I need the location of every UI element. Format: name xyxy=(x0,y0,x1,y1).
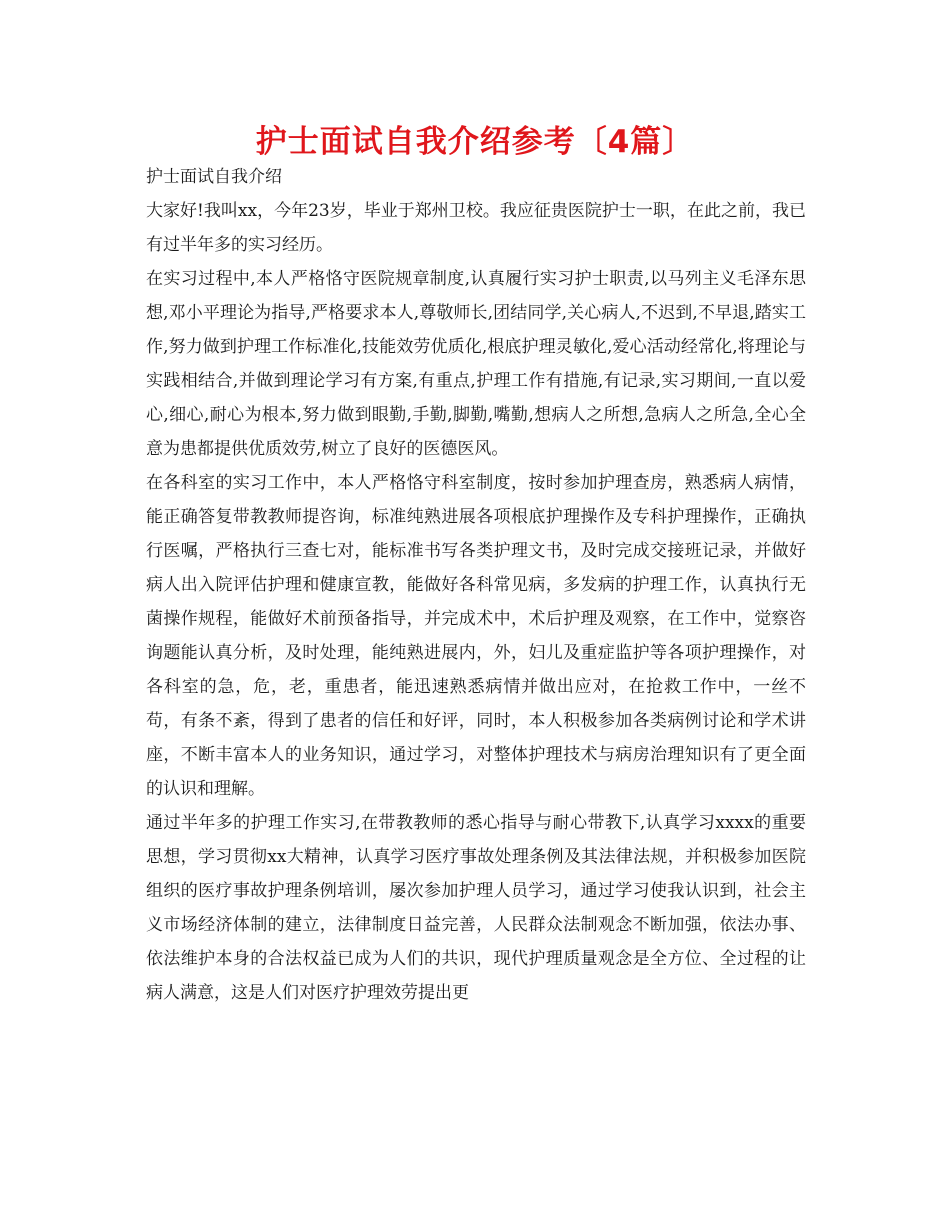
paragraph-1: 大家好!我叫xx，今年23岁，毕业于郑州卫校。我应征贵医院护士一职，在此之前，我已有过半年多的实习经历。 xyxy=(146,201,806,255)
document-title: 护士面试自我介绍参考〔4篇〕 xyxy=(255,124,695,160)
paragraph-2: 在实习过程中,本人严格恪守医院规章制度,认真履行实习护士职责,以马列主义毛泽东思想,邓小平理论为指导,严格要求本人,尊敬师长,团结同学,关心病人,不迟到,不早退,踏实工作,努力做到护理工作标准化,技能效劳优质化,根底护理灵敏化,爱心活动经常化,将理论与实践相结合,并做到理论学习有方案,有重点,护理工作有措施,有记录,实习期间,一直以爱心,细心,耐心为根本,努力做到眼勤,手勤,脚勤,嘴勤,想病人之所想,急病人之所急,全心全意为患都提供优质效劳,树立了良好的医德医风。 xyxy=(146,269,806,459)
paragraph-4: 通过半年多的护理工作实习,在带教教师的悉心指导与耐心带教下,认真学习xxxx的重要思想，学习贯彻xx大精神，认真学习医疗事故处理条例及其法律法规，并积极参加医院组织的医疗事故护理条例培训，屡次参加护理人员学习，通过学习使我认识到，社会主义市场经济体制的建立，法律制度日益完善，人民群众法制观念不断加强，依法办事、依法维护本身的合法权益已成为人们的共识，现代护理质量观念是全方位、全过程的让病人满意，这是人们对医疗护理效劳提出更 xyxy=(146,813,806,1003)
document-body xyxy=(146,160,806,1010)
paragraph-3: 在各科室的实习工作中，本人严格恪守科室制度，按时参加护理查房，熟悉病人病情，能正确答复带教教师提咨询，标准纯熟进展各项根底护理操作及专科护理操作，正确执行医嘱，严格执行三查七对，能标准书写各类护理文书，及时完成交接班记录，并做好病人出入院评估护理和健康宣教，能做好各科常见病，多发病的护理工作，认真执行无菌操作规程，能做好术前预备指导，并完成术中，术后护理及观察，在工作中，觉察咨询题能认真分析，及时处理，能纯熟进展内，外，妇儿及重症监护等各项护理操作，对各科室的急，危，老，重患者，能迅速熟悉病情并做出应对，在抢救工作中，一丝不苟，有条不紊，得到了患者的信任和好评，同时，本人积极参加各类病例讨论和学术讲座，不断丰富本人的业务知识，通过学习，对整体护理技术与病房治理知识有了更全面的认识和理解。 xyxy=(146,473,806,799)
section-heading: 护士面试自我介绍 xyxy=(146,167,282,187)
